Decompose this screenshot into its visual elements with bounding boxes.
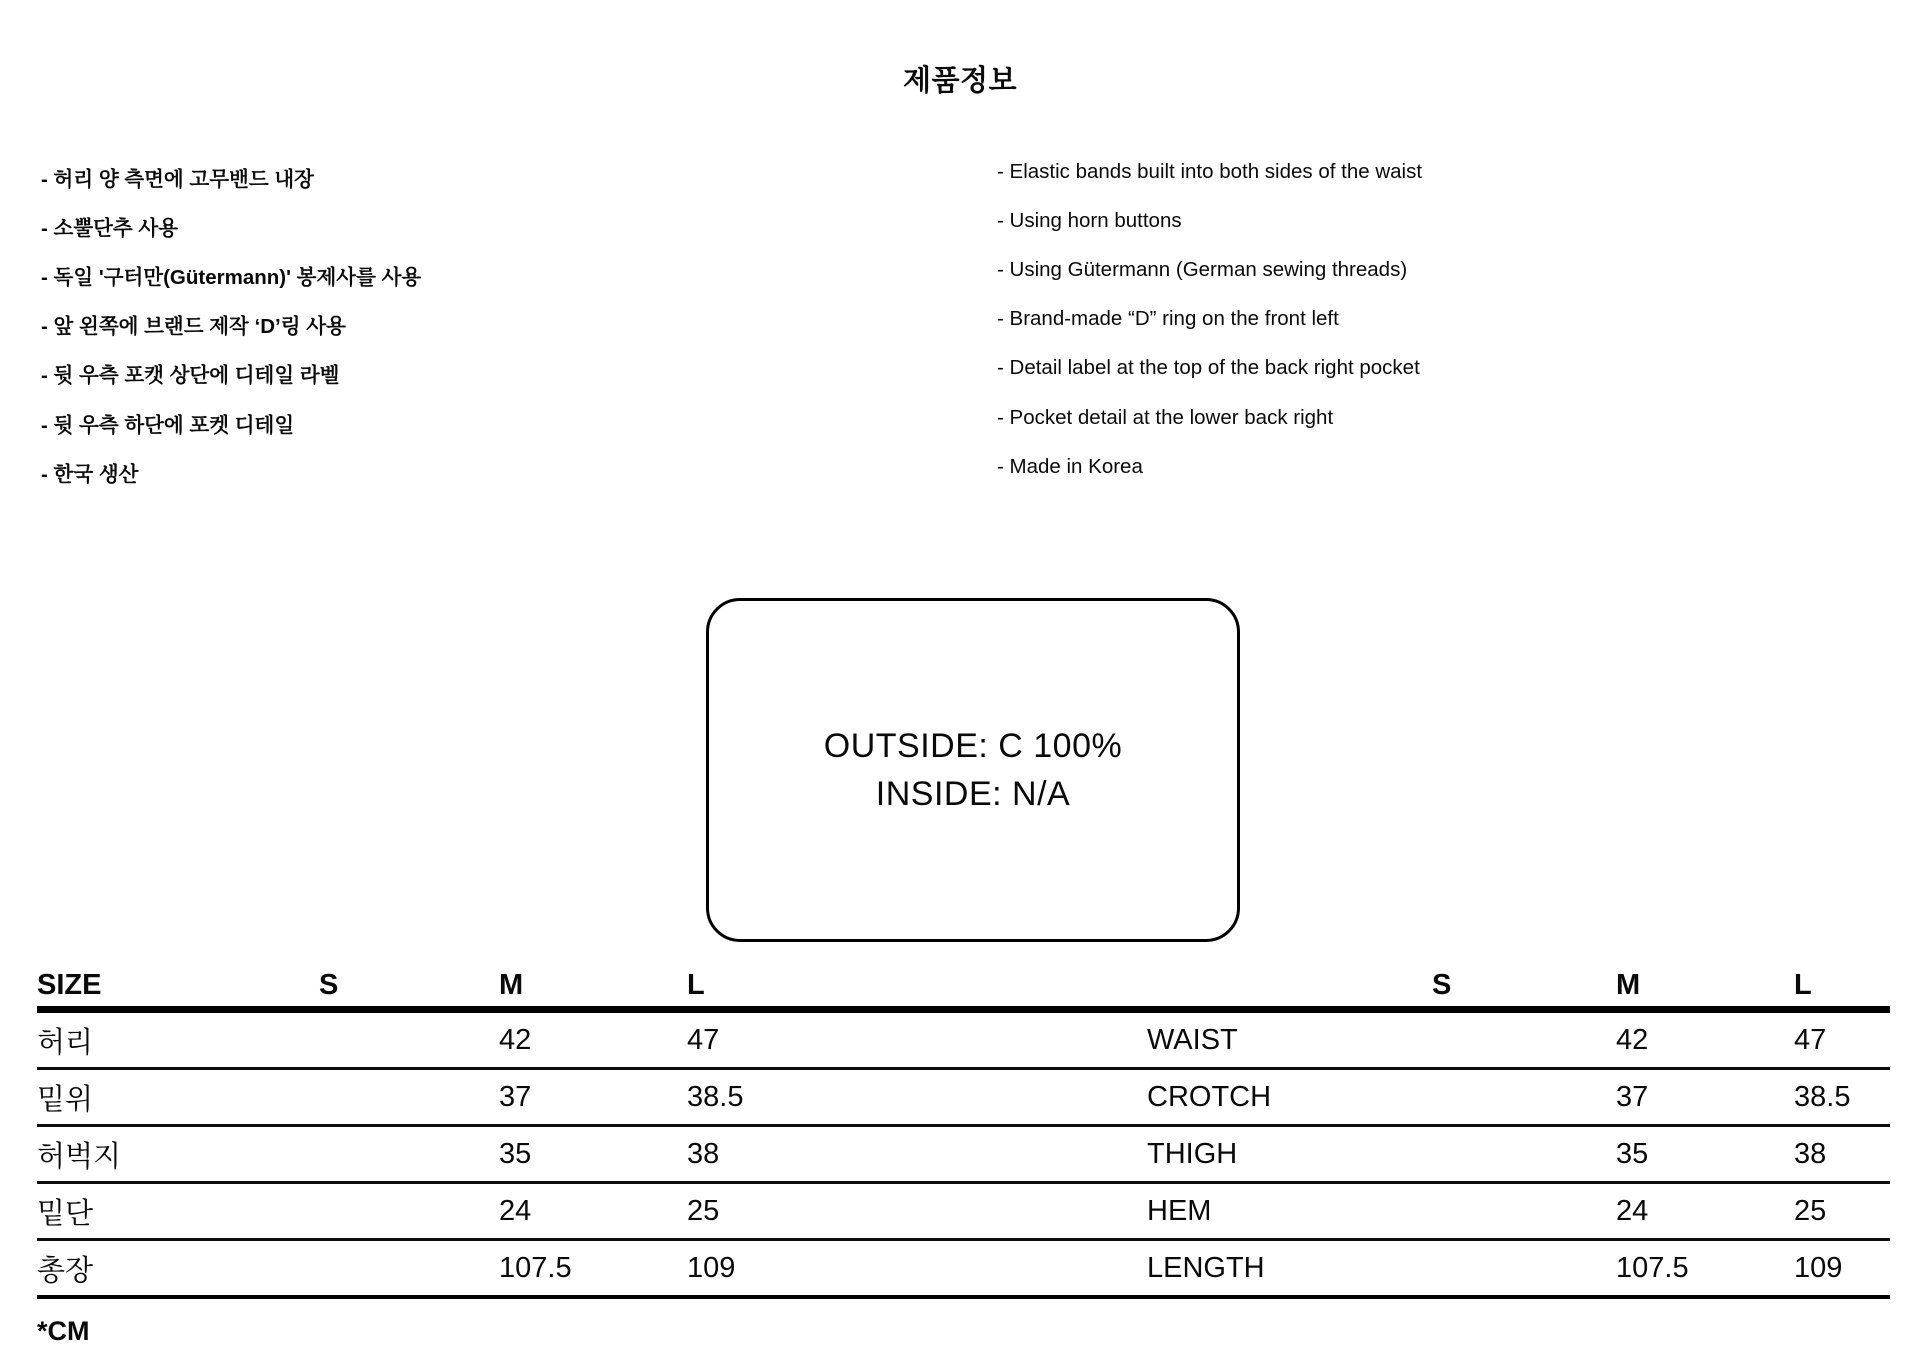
cell-s [1432,1126,1616,1183]
feature-item-kr: - 뒷 우측 하단에 포켓 디테일 [41,413,295,437]
cell-s [319,1126,499,1183]
cell-m: 107.5 [499,1240,687,1298]
header-m-right: M [1616,960,1794,1010]
feature-item-en: - Pocket detail at the lower back right [997,405,1334,429]
cell-s [1432,1010,1616,1069]
fabric-outside-line: OUTSIDE: C 100% [823,727,1123,765]
cell-l: 38.5 [1794,1069,1890,1126]
cell-s [319,1183,499,1240]
feature-item-kr: - 소뿔단추 사용 [41,216,179,240]
feature-list-korean [41,152,421,496]
row-label-en: LENGTH [1147,1240,1432,1298]
row-label-en: WAIST [1147,1010,1432,1069]
cell-s [1432,1069,1616,1126]
header-size-label: SIZE [37,960,319,1010]
cell-m: 107.5 [1616,1240,1794,1298]
cell-m: 37 [1616,1069,1794,1126]
cell-l: 25 [1794,1183,1890,1240]
unit-note: *CM [37,1316,90,1346]
fabric-composition-box [706,598,1240,942]
feature-item-en: - Using horn buttons [997,208,1182,232]
cell-l: 38.5 [687,1069,1147,1126]
cell-s [319,1010,499,1069]
cell-l: 38 [1794,1126,1890,1183]
feature-item-kr: - 앞 왼쪽에 브랜드 제작 ‘D’링 사용 [41,315,346,339]
cell-s [319,1240,499,1298]
feature-list-english [997,147,1422,491]
header-l-left: L [687,960,1147,1010]
header-s-left: S [319,960,499,1010]
feature-item-en: - Using Gütermann (German sewing threads) [997,257,1408,281]
feature-item-en: - Made in Korea [997,454,1143,478]
size-table [37,960,1890,1299]
size-table-row-crotch [37,1069,1890,1126]
feature-item-en: - Elastic bands built into both sides of the waist [997,159,1423,183]
cell-m: 35 [499,1126,687,1183]
cell-l: 47 [1794,1010,1890,1069]
cell-m: 42 [499,1010,687,1069]
size-table-row-thigh [37,1126,1890,1183]
row-label-kr: 밑위 [37,1069,319,1126]
feature-item-kr: - 허리 양 측면에 고무밴드 내장 [41,167,314,191]
cell-l: 109 [1794,1240,1890,1298]
header-spacer [1147,960,1432,1010]
row-label-kr: 허벅지 [37,1126,319,1183]
size-table-header-row [37,960,1890,1010]
cell-l: 38 [687,1126,1147,1183]
cell-s [1432,1183,1616,1240]
cell-m: 37 [499,1069,687,1126]
row-label-en: THIGH [1147,1126,1432,1183]
row-label-kr: 허리 [37,1010,319,1069]
row-label-en: CROTCH [1147,1069,1432,1126]
feature-item-kr: - 독일 '구터만(Gütermann)' 봉제사를 사용 [41,265,422,289]
row-label-kr: 총장 [37,1240,319,1298]
header-l-right: L [1794,960,1890,1010]
cell-m: 35 [1616,1126,1794,1183]
row-label-kr: 밑단 [37,1183,319,1240]
size-table-row-hem [37,1183,1890,1240]
cell-m: 24 [1616,1183,1794,1240]
page-title: 제품정보 [902,65,1018,97]
feature-item-en: - Brand-made “D” ring on the front left [997,307,1339,331]
feature-item-en: - Detail label at the top of the back right pocket [997,356,1420,380]
row-label-en: HEM [1147,1183,1432,1240]
cell-l: 25 [687,1183,1147,1240]
cell-s [1432,1240,1616,1298]
cell-m: 42 [1616,1010,1794,1069]
header-m-left: M [499,960,687,1010]
feature-item-kr: - 뒷 우측 포캣 상단에 디테일 라벨 [41,364,340,388]
cell-s [319,1069,499,1126]
cell-l: 47 [687,1010,1147,1069]
cell-m: 24 [499,1183,687,1240]
size-table-row-length [37,1240,1890,1298]
header-s-right: S [1432,960,1616,1010]
size-table-row-waist [37,1010,1890,1069]
fabric-inside-line: INSIDE: N/A [875,775,1071,813]
feature-item-kr: - 한국 생산 [41,462,139,486]
cell-l: 109 [687,1240,1147,1298]
